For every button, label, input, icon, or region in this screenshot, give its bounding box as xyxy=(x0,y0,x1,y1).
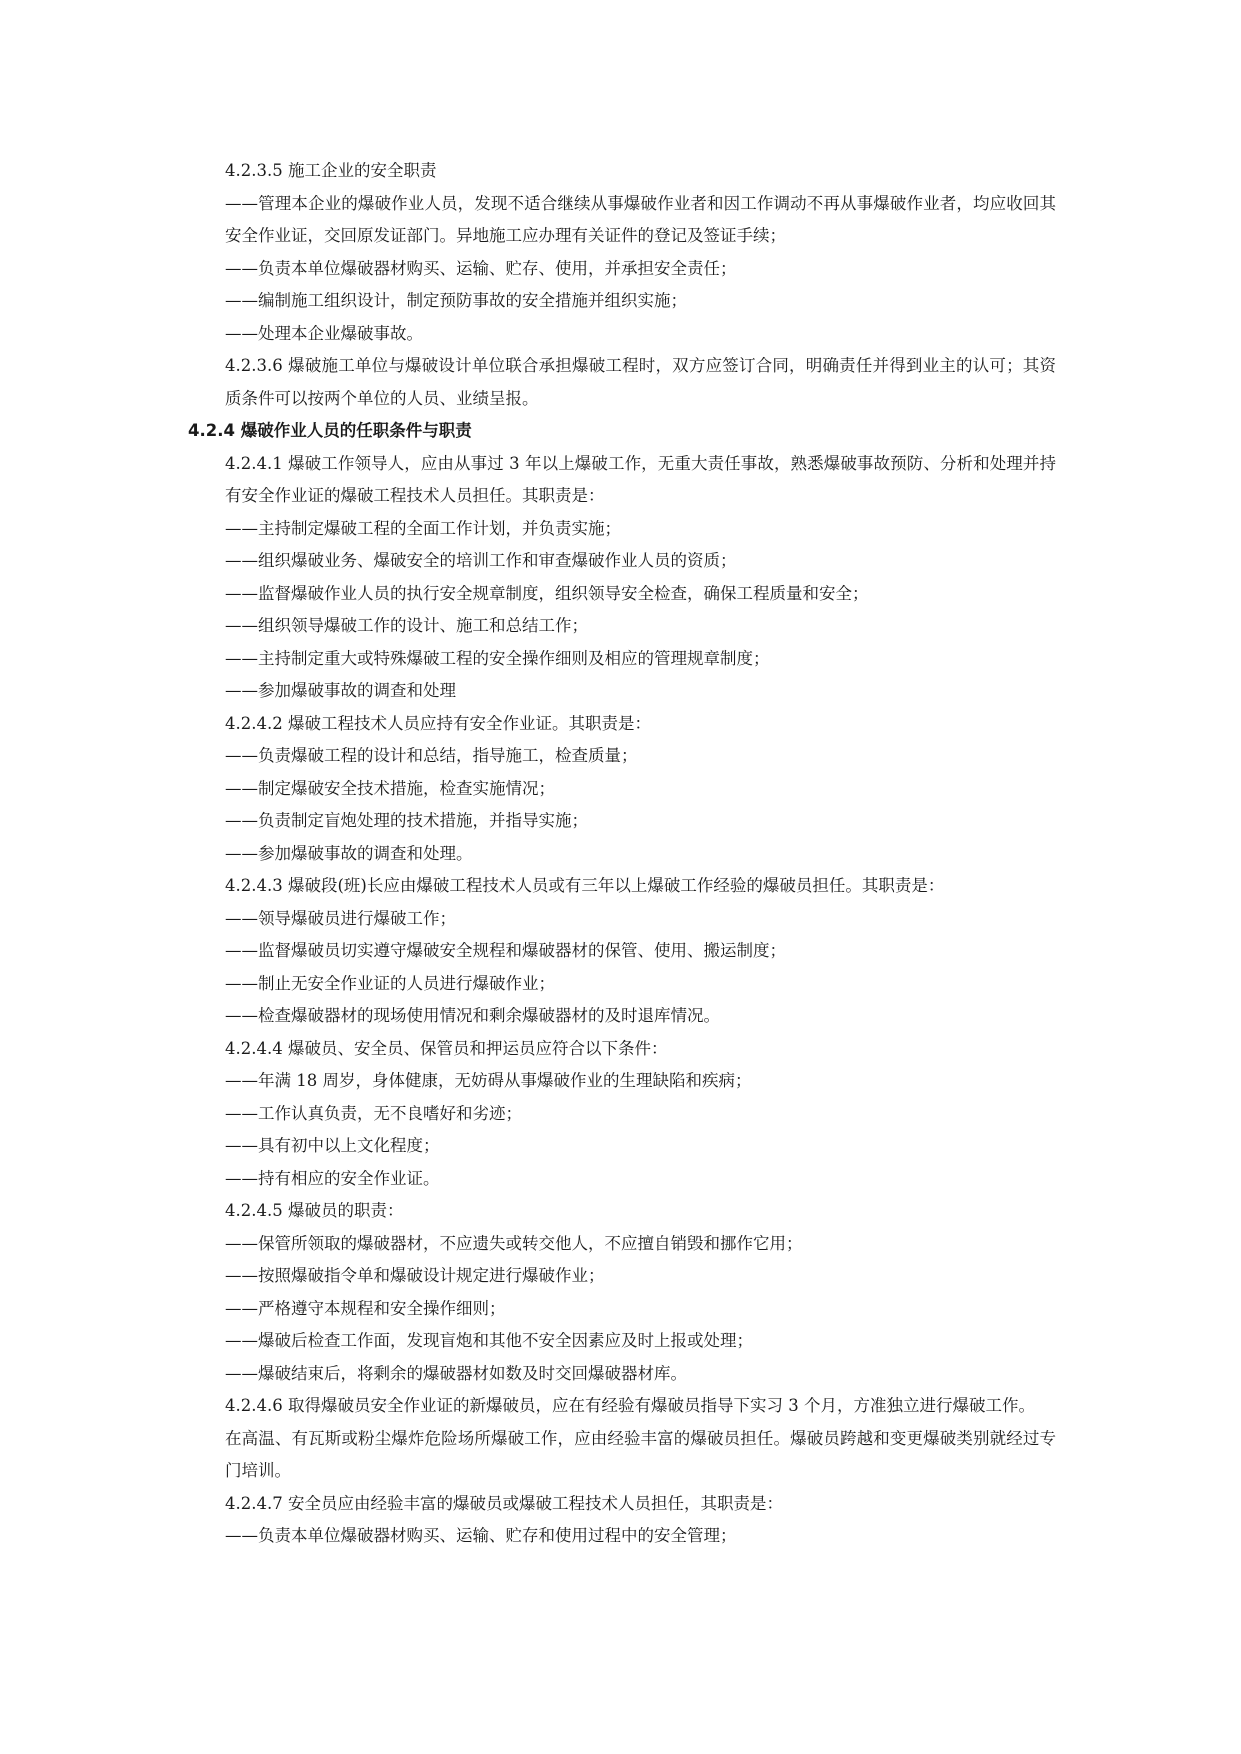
text-line: ——编制施工组织设计，制定预防事故的安全措施并组织实施； xyxy=(225,291,687,310)
text-paragraph: 在高温、有瓦斯或粉尘爆炸危险场所爆破工作，应由经验丰富的爆破员担任。爆破员跨越和变更爆破类别就经过专门培训。 xyxy=(225,1428,1056,1480)
list-item: ——年满 18 周岁，身体健康，无妨碍从事爆破作业的生理缺陷和疾病； xyxy=(225,1071,752,1090)
list-item: ——具有初中以上文化程度； xyxy=(225,1136,440,1155)
list-item: ——制止无安全作业证的人员进行爆破作业； xyxy=(225,973,555,993)
list-item: ——组织领导爆破工作的设计、施工和总结工作； xyxy=(225,616,588,635)
text-line: ——处理本企业爆破事故。 xyxy=(225,323,423,343)
section-heading: 4.2.4 爆破作业人员的任职条件与职责 xyxy=(188,421,472,440)
text-line: 4.2.3.5 施工企业的安全职责 xyxy=(225,161,437,180)
list-item: ——负责本单位爆破器材购买、运输、贮存和使用过程中的安全管理； xyxy=(225,1526,737,1545)
list-item: ——负责制定盲炮处理的技术措施，并指导实施； xyxy=(225,811,588,830)
list-item: ——爆破结束后，将剩余的爆破器材如数及时交回爆破器材库。 xyxy=(225,1363,687,1383)
list-item: ——检查爆破器材的现场使用情况和剩余爆破器材的及时退库情况。 xyxy=(225,1006,720,1025)
text-line: 4.2.4.4 爆破员、安全员、保管员和押运员应符合以下条件： xyxy=(225,1038,668,1058)
text-paragraph: ——管理本企业的爆破作业人员，发现不适合继续从事爆破作业者和因工作调动不再从事爆破作业者，均应收回其安全作业证，交回原发证部门。异地施工应办理有关证件的登记及签证手续； xyxy=(225,193,1056,245)
document-body xyxy=(188,155,1056,1553)
list-item: ——保管所领取的爆破器材，不应遗失或转交他人，不应擅自销毁和挪作它用； xyxy=(225,1233,803,1253)
list-item: ——爆破后检查工作面，发现盲炮和其他不安全因素应及时上报或处理； xyxy=(225,1331,753,1350)
list-item: ——监督爆破员切实遵守爆破安全规程和爆破器材的保管、使用、搬运制度； xyxy=(225,941,786,960)
text-line: ——负责本单位爆破器材购买、运输、贮存、使用，并承担安全责任； xyxy=(225,258,737,278)
list-item: ——持有相应的安全作业证。 xyxy=(225,1168,440,1188)
list-item: ——监督爆破作业人员的执行安全规章制度，组织领导安全检查，确保工程质量和安全； xyxy=(225,583,869,603)
text-paragraph: 4.2.4.1 爆破工作领导人，应由从事过 3 年以上爆破工作，无重大责任事故，熟悉爆破事故预防、分析和处理并持有安全作业证的爆破工程技术人员担任。其职责是： xyxy=(225,453,1056,505)
text-line: 4.2.4.7 安全员应由经验丰富的爆破员或爆破工程技术人员担任，其职责是： xyxy=(225,1493,783,1513)
list-item: ——主持制定重大或特殊爆破工程的安全操作细则及相应的管理规章制度； xyxy=(225,648,770,668)
list-item: ——参加爆破事故的调查和处理 xyxy=(225,681,456,700)
list-item: ——按照爆破指令单和爆破设计规定进行爆破作业； xyxy=(225,1266,605,1285)
list-item: ——制定爆破安全技术措施，检查实施情况； xyxy=(225,778,555,798)
list-item: ——主持制定爆破工程的全面工作计划，并负责实施； xyxy=(225,518,621,538)
list-item: ——负责爆破工程的设计和总结，指导施工，检查质量； xyxy=(225,746,638,765)
text-line: 4.2.4.5 爆破员的职责： xyxy=(225,1201,404,1220)
text-paragraph: 4.2.3.6 爆破施工单位与爆破设计单位联合承担爆破工程时，双方应签订合同，明确责任并得到业主的认可；其资质条件可以按两个单位的人员、业绩呈报。 xyxy=(225,356,1056,408)
list-item: ——领导爆破员进行爆破工作； xyxy=(225,908,456,928)
list-item: ——参加爆破事故的调查和处理。 xyxy=(225,843,473,863)
list-item: ——工作认真负责，无不良嗜好和劣迹； xyxy=(225,1103,522,1123)
text-line: 4.2.4.3 爆破段(班)长应由爆破工程技术人员或有三年以上爆破工作经验的爆破员担任。其职责是： xyxy=(225,876,945,895)
text-line: 4.2.4.2 爆破工程技术人员应持有安全作业证。其职责是： xyxy=(225,713,651,733)
text-paragraph: 4.2.4.6 取得爆破员安全作业证的新爆破员，应在有经验有爆破员指导下实习 3 个月，方准独立进行爆破工作。 xyxy=(225,1396,1035,1415)
list-item: ——组织爆破业务、爆破安全的培训工作和审查爆破作业人员的资质； xyxy=(225,551,737,570)
list-item: ——严格遵守本规程和安全操作细则； xyxy=(225,1298,506,1318)
